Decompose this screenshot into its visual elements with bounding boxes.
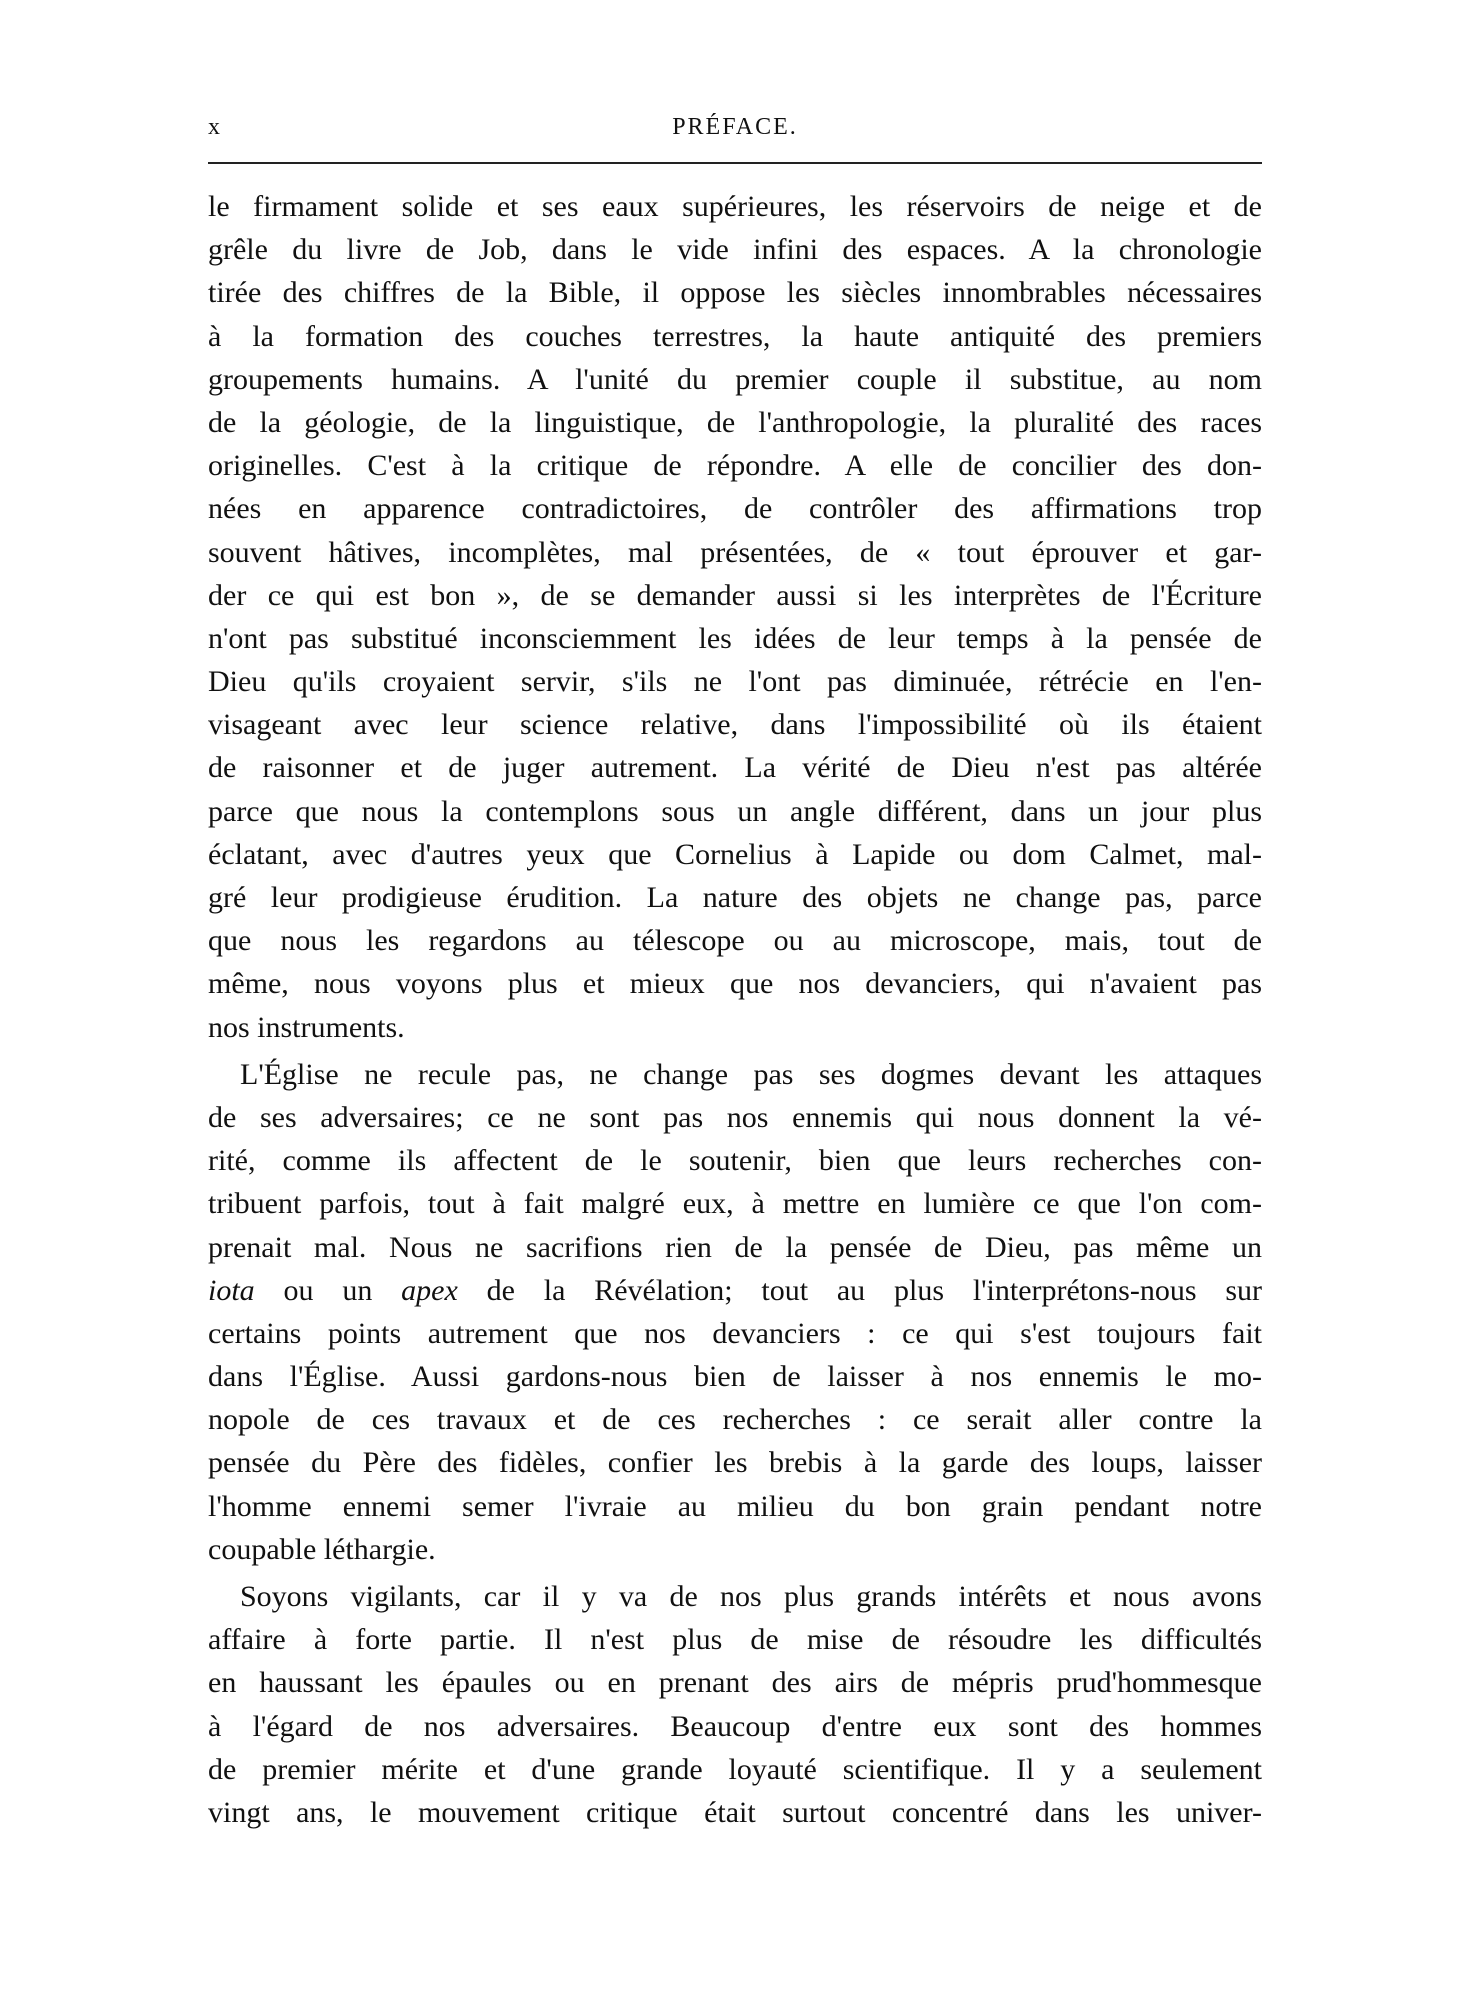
text-line: éclatant, avec d'autres yeux que Cornelius à Lapide ou dom Calmet, mal-	[208, 837, 1262, 871]
text-line: originelles. C'est à la critique de répondre. A elle de concilier des don-	[208, 449, 1262, 483]
italic-word-apex: apex	[401, 1273, 458, 1307]
text-line: L'Église ne recule pas, ne change pas ses dogmes devant les attaques	[240, 1057, 1262, 1091]
text-line: grêle du livre de Job, dans le vide infini des espaces. A la chronologie	[208, 233, 1262, 267]
text-line: le firmament solide et ses eaux supérieures, les réservoirs de neige et de	[208, 190, 1262, 223]
line-fragment: de la Révélation; tout au plus l'interprétons-nous sur	[457, 1273, 1263, 1307]
text-line: visageant avec leur science relative, dans l'impossibilité où ils étaient	[208, 708, 1262, 742]
page-number: x	[208, 114, 221, 140]
text-line: der ce qui est bon », de se demander aussi si les interprètes de l'Écriture	[208, 578, 1262, 612]
text-line: à la formation des couches terrestres, la haute antiquité des premiers	[208, 319, 1262, 353]
text-line: de premier mérite et d'une grande loyauté scientifique. Il y a seulement	[208, 1752, 1262, 1786]
paragraph-3	[208, 1575, 1262, 1834]
text-line: nées en apparence contradictoires, de contrôler des affirmations trop	[208, 492, 1262, 526]
text-line: pensée du Père des fidèles, confier les brebis à la garde des loups, laisser	[208, 1446, 1262, 1480]
text-line: Soyons vigilants, car il y va de nos plus grands intérêts et nous avons	[240, 1580, 1262, 1613]
text-line: tirée des chiffres de la Bible, il oppose les siècles innombrables nécessaires	[208, 276, 1262, 310]
text-line: certains points autrement que nos devanciers : ce qui s'est toujours fait	[208, 1316, 1262, 1350]
text-line: parce que nous la contemplons sous un angle différent, dans un jour plus	[208, 794, 1262, 828]
text-line: n'ont pas substitué inconsciemment les idées de leur temps à la pensée de	[208, 621, 1262, 655]
paragraph-1	[208, 185, 1262, 1049]
text-line: gré leur prodigieuse érudition. La nature des objets ne change pas, parce	[208, 881, 1262, 914]
text-line: coupable léthargie.	[208, 1532, 436, 1566]
paragraph-2	[208, 1053, 1262, 1571]
running-title: PRÉFACE.	[672, 114, 798, 140]
header-rule	[208, 162, 1262, 164]
line-fragment: ou un	[254, 1273, 402, 1307]
text-line: prenait mal. Nous ne sacrifions rien de la pensée de Dieu, pas même un	[208, 1230, 1262, 1264]
text-line: même, nous voyons plus et mieux que nos devanciers, qui n'avaient pas	[208, 967, 1262, 1001]
text-line: tribuent parfois, tout à fait malgré eux, à mettre en lumière ce que l'on com-	[208, 1187, 1262, 1221]
text-line: Dieu qu'ils croyaient servir, s'ils ne l'ont pas diminuée, rétrécie en l'en-	[208, 665, 1262, 699]
body-text	[208, 185, 1262, 1834]
text-line: l'homme ennemi semer l'ivraie au milieu du bon grain pendant notre	[208, 1489, 1262, 1523]
text-line: souvent hâtives, incomplètes, mal présentées, de « tout éprouver et gar-	[208, 535, 1262, 569]
text-line: affaire à forte partie. Il n'est plus de mise de résoudre les difficultés	[208, 1623, 1262, 1657]
text-line: de ses adversaires; ce ne sont pas nos ennemis qui nous donnent la vé-	[208, 1100, 1262, 1134]
text-line: à l'égard de nos adversaires. Beaucoup d'entre eux sont des hommes	[208, 1709, 1262, 1743]
italic-word-iota: iota	[208, 1273, 255, 1307]
text-line: nos instruments.	[208, 1010, 405, 1044]
text-line: vingt ans, le mouvement critique était surtout concentré dans les univer-	[208, 1795, 1262, 1829]
text-line: dans l'Église. Aussi gardons-nous bien de laisser à nos ennemis le mo-	[208, 1360, 1262, 1394]
text-line: nopole de ces travaux et de ces recherches : ce serait aller contre la	[208, 1403, 1262, 1437]
text-line: rité, comme ils affectent de le soutenir, bien que leurs recherches con-	[208, 1144, 1262, 1178]
text-line-with-italics	[208, 1269, 1262, 1312]
text-line: de la géologie, de la linguistique, de l'anthropologie, la pluralité des races	[208, 405, 1262, 439]
text-line: de raisonner et de juger autrement. La vérité de Dieu n'est pas altérée	[208, 751, 1262, 785]
text-line: groupements humains. A l'unité du premier couple il substitue, au nom	[208, 362, 1262, 396]
text-line: que nous les regardons au télescope ou au microscope, mais, tout de	[208, 924, 1262, 958]
page-header	[208, 110, 1262, 150]
text-line: en haussant les épaules ou en prenant des airs de mépris prud'hommesque	[208, 1666, 1262, 1700]
